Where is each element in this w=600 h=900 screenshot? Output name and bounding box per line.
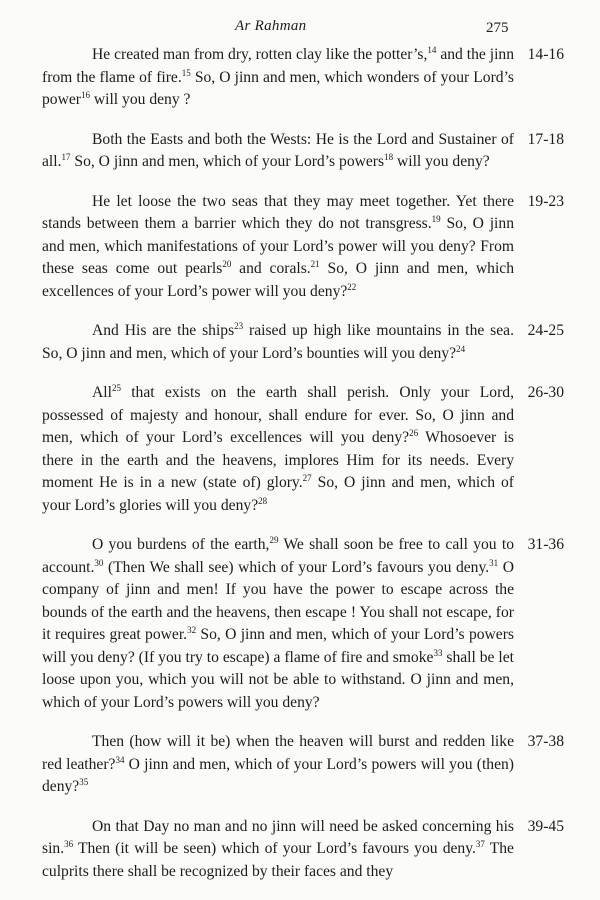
footnote-marker: 37 [475, 838, 485, 849]
footnote-marker: 29 [269, 534, 279, 545]
footnote-marker: 22 [347, 281, 357, 292]
verse-reference: 26-30 [527, 384, 564, 401]
footnote-marker: 24 [456, 343, 466, 354]
footnote-marker: 18 [384, 151, 394, 162]
verse-reference: 14-16 [527, 46, 564, 63]
paragraph [42, 44, 564, 112]
footnote-marker: 16 [80, 89, 90, 100]
footnote-marker: 34 [115, 754, 125, 765]
paragraph-text: And His are the ships$^{23}$ raised up high like mountains in the sea. So, O jinn and men, which of your Lord’s bounties will you deny?$^{24}$ [42, 320, 514, 362]
paragraph [42, 129, 564, 174]
footnote-marker: 20 [222, 258, 232, 269]
paragraph [42, 382, 564, 517]
paragraph [42, 731, 564, 799]
paragraph [42, 191, 564, 304]
verse-reference: 39-45 [527, 817, 564, 835]
footnote-marker: 25 [111, 382, 121, 393]
footnote-marker: 27 [302, 472, 312, 483]
footnote-marker: 31 [489, 557, 499, 568]
paragraph [42, 534, 564, 714]
footnote-marker: 23 [234, 320, 244, 331]
footnote-marker: 32 [187, 624, 197, 635]
footnote-marker: 14 [427, 44, 437, 55]
footnote-marker: 19 [431, 213, 441, 224]
paragraph-text: He created man from dry, rotten clay like the potter’s,$^{14}$ and the jinn from the flame of fire.$^{15}$ So, O jinn and men, which wonders of your Lord’s power$^{16}$ will you deny ? [42, 44, 514, 108]
paragraph [42, 816, 564, 884]
verse-reference: 19-23 [527, 192, 564, 210]
footnote-marker: 17 [61, 151, 71, 162]
page-content [42, 44, 564, 900]
footnote-marker: 35 [79, 776, 89, 787]
page-header [0, 12, 600, 38]
footnote-marker: 21 [310, 258, 320, 269]
paragraph-text: On that Day no man and no jinn will need be asked concerning his sin.$^{36}$ Then (it will be seen) which of your Lord’s favours you deny.$^{37}$ The culprits there shall be recognized by their faces and they [42, 817, 514, 880]
footnote-marker: 28 [258, 495, 268, 506]
page-number: 275 [486, 20, 509, 36]
footnote-marker: 36 [64, 838, 74, 849]
verse-reference: 31-36 [527, 536, 564, 553]
paragraph-text: All$^{25}$ that exists on the earth shall perish. Only your Lord, possessed of majesty and honour, shall endure for ever. So, O jinn and men, which of your Lord’s excellences will you deny?$^{26}$ Whosoever is there in the earth and the heavens, implores Him for its needs. Every moment He is in a new (state of) glory.$^{27}$ So, O jinn and men, which of your Lord’s glories will you deny?$^{28}$ [42, 382, 514, 514]
paragraph [42, 320, 564, 365]
footnote-marker: 30 [94, 557, 104, 568]
running-title: Ar Rahman [235, 18, 307, 34]
footnote-marker: 33 [433, 647, 443, 658]
verse-reference: 17-18 [527, 130, 564, 148]
paragraph-text: O you burdens of the earth,$^{29}$ We shall soon be free to call you to account.$^{30}$ (Then We shall see) which of your Lord’s favours you deny.$^{31}$ O company of jinn and men! If you have the power to escape across the bounds of the earth and the heavens, then escape ! You shall not escape, for it requires great power.$^{32}$ So, O jinn and men, which of your Lord’s powers will you deny? (If you try to escape) a flame of fire and smoke$^{33}$ shall be let loose upon you, which you will not be able to withstand. O jinn and men, which of your Lord’s powers will you deny? [42, 534, 514, 711]
verse-reference: 24-25 [527, 322, 564, 339]
paragraph-text: Then (how will it be) when the heaven will burst and redden like red leather?$^{34}$ O jinn and men, which of your Lord’s powers will you (then) deny?$^{35}$ [42, 733, 514, 795]
footnote-marker: 26 [409, 427, 419, 438]
paragraph-text: He let loose the two seas that they may meet together. Yet there stands between them a barrier which they do not transgress.$^{19}$ So, O jinn and men, which manifestations of your Lord’s power will you deny? From these seas come out pearls$^{20}$ and corals.$^{21}$ So, O jinn and men, which excellences of your Lord’s power will you deny?$^{22}$ [42, 192, 514, 300]
verse-reference: 37-38 [527, 733, 564, 750]
paragraph-text: Both the Easts and both the Wests: He is the Lord and Sustainer of all.$^{17}$ So, O jinn and men, which of your Lord’s powers$^{18}$ will you deny? [42, 130, 514, 170]
footnote-marker: 15 [181, 67, 191, 78]
